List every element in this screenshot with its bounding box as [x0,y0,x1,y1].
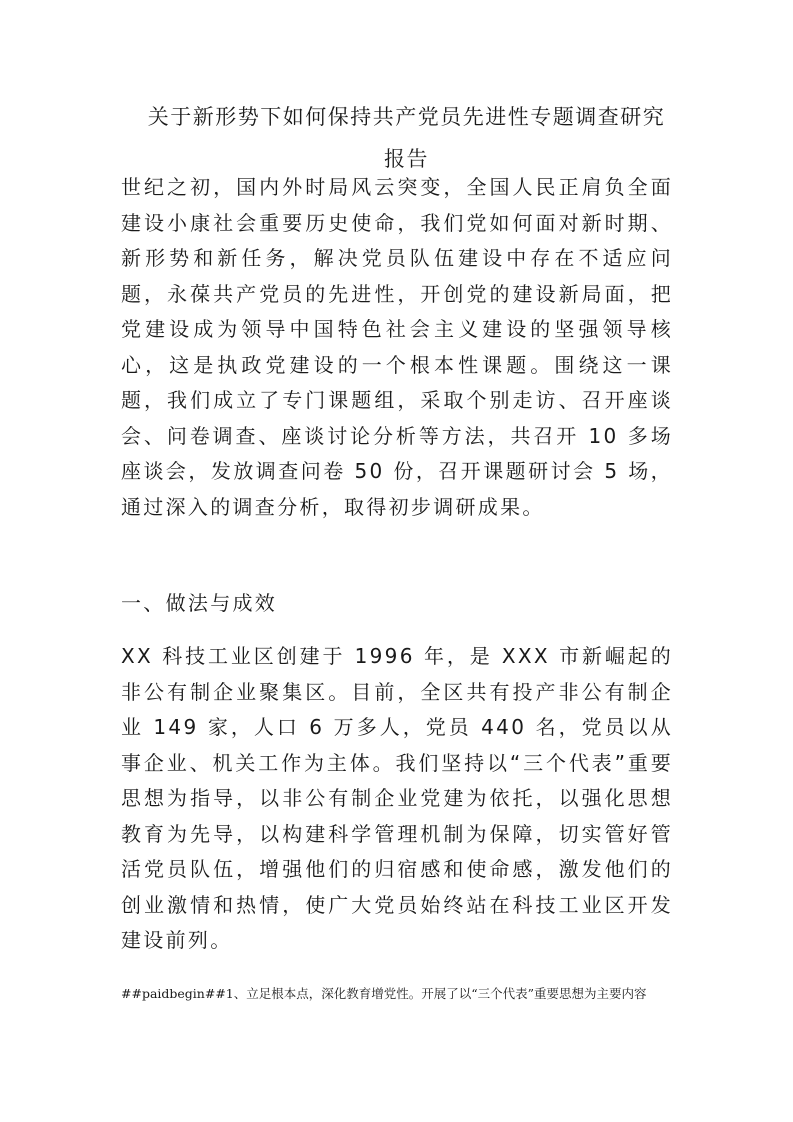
document-title-line-2: 报告 [384,147,429,171]
section-heading-practices: 一、做法与成效 [121,591,278,615]
practices-paragraph: XX 科技工业区创建于 1996 年，是 XXX 市新崛起的非公有制企业聚集区。目前，全区共有投产非公有制企业 149 家，人口 6 万多人，党员 440 名，党员以从事企业、机关工作为主体。我们坚持以“三个代表”重要思想为指导，以非公有制企业党建为依托，以强化思想教育为先导，以构建科学管理机制为保障，切实管好管活党员队伍，增强他们的归宿感和使命感，激发他们的创业激情和热情，使广大党员始终站在科技工业区开发建设前列。 [121,644,673,952]
paid-content-line: ##paidbegin##1、立足根本点，深化教育增党性。开展了以“三个代表”重要思想为主要内容 [121,986,647,1001]
document-title-line-1: 关于新形势下如何保持共产党员先进性专题调查研究 [147,105,666,129]
intro-paragraph: 世纪之初，国内外时局风云突变，全国人民正肩负全面建设小康社会重要历史使命，我们党如何面对新时期、新形势和新任务，解决党员队伍建设中存在不适应问题，永葆共产党员的先进性，开创党的建设新局面，把党建设成为领导中国特色社会主义建设的坚强领导核心，这是执政党建设的一个根本性课题。围绕这一课题，我们成立了专门课题组，采取个别走访、召开座谈会、问卷调查、座谈讨论分析等方法，共召开 10 多场座谈会，发放调查问卷 50 份，召开课题研讨会 5 场，通过深入的调查分析，取得初步调研成果。 [121,175,673,519]
